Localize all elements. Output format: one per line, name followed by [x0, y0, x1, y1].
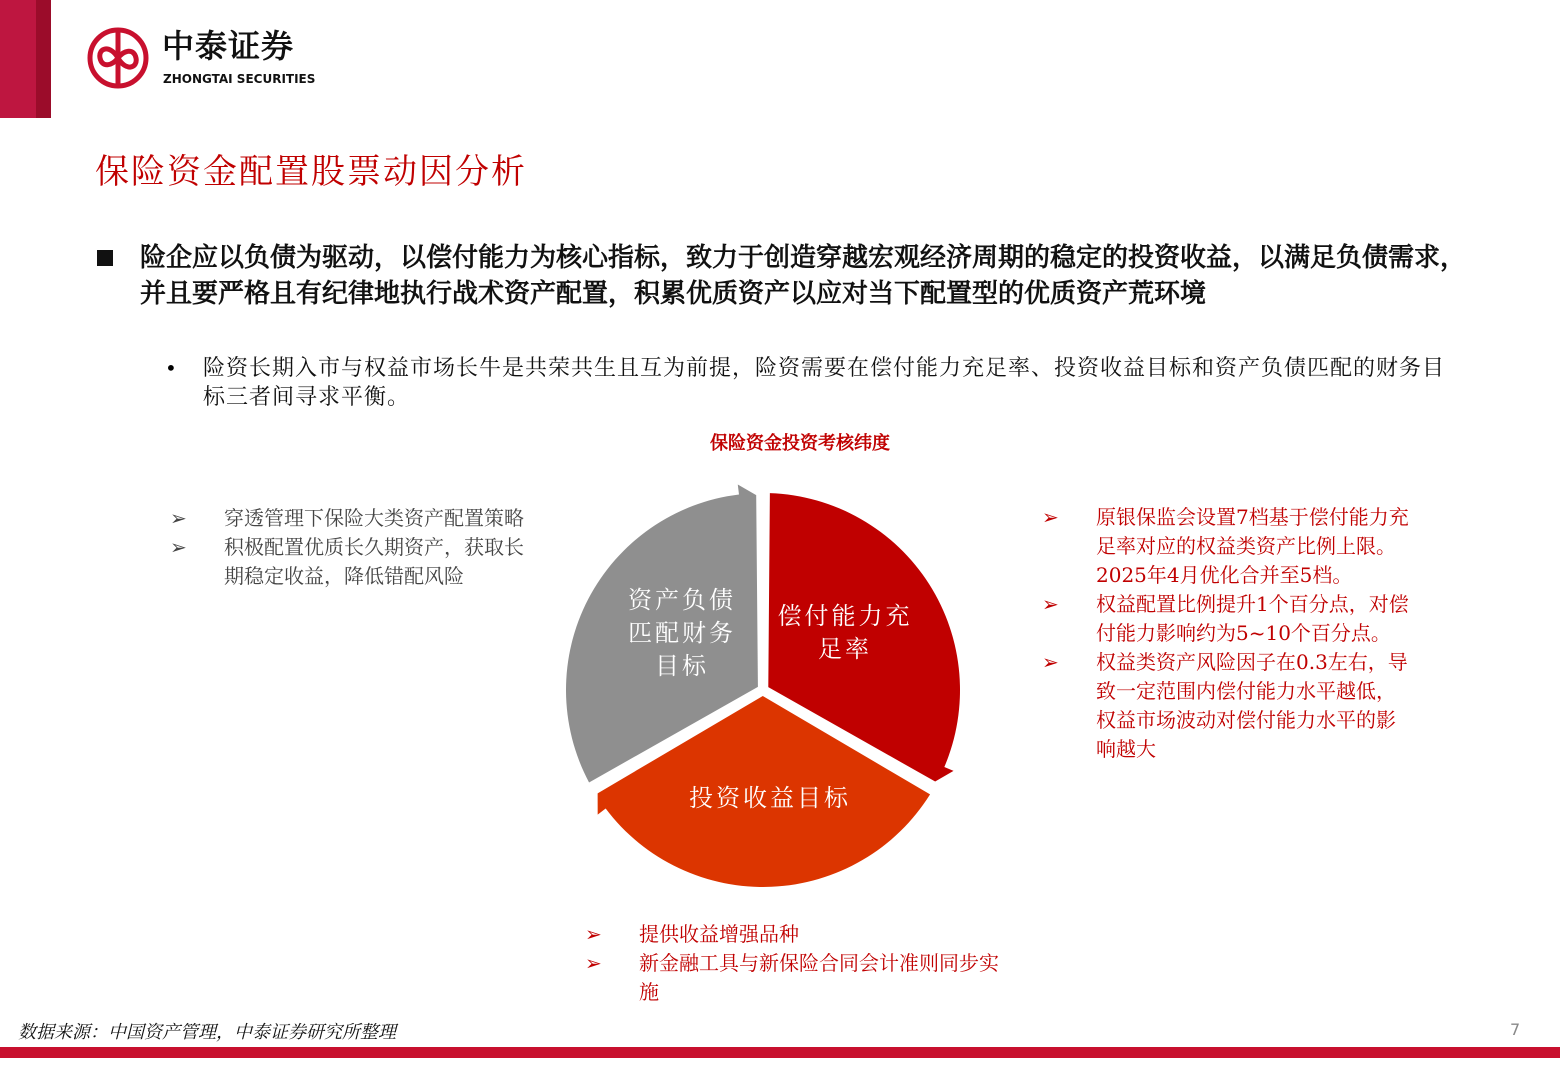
note-text: 权益配置比例提升1个百分点，对偿付能力影响约为5~10个百分点。: [1096, 592, 1409, 645]
arrow-bullet-icon: ➢: [170, 506, 187, 530]
arrow-bullet-icon: ➢: [1042, 505, 1059, 529]
arrow-bullet-icon: ➢: [585, 922, 602, 946]
list-item: [170, 533, 540, 591]
note-text: 新金融工具与新保险合同会计准则同步实施: [639, 951, 999, 1004]
dot-bullet-icon: •: [165, 356, 177, 380]
segment-alm-label: 资产负债匹配财务目标: [628, 586, 736, 680]
left-notes: [170, 504, 540, 591]
note-text: 穿透管理下保险大类资产配置策略: [224, 506, 524, 530]
footer-bar: [0, 1047, 1560, 1058]
arrow-bullet-icon: ➢: [1042, 650, 1059, 674]
arrow-bullet-icon: ➢: [170, 535, 187, 559]
list-item: [170, 504, 540, 533]
note-text: 权益类资产风险因子在0.3左右，导致一定范围内偿付能力水平越低，权益市场波动对偿付能力水平的影响越大: [1096, 650, 1408, 761]
sub-point: 险资长期入市与权益市场长牛是共荣共生且互为前提，险资需要在偿付能力充足率、投资收益目标和资产负债匹配的财务目标三者间寻求平衡。: [203, 356, 1446, 410]
right-notes: [1042, 503, 1412, 764]
list-item: [1042, 590, 1412, 648]
arrow-bullet-icon: ➢: [1042, 592, 1059, 616]
note-text: 提供收益增强品种: [639, 922, 799, 946]
main-point: 险企应以负债为驱动，以偿付能力为核心指标，致力于创造穿越宏观经济周期的稳定的投资收益，以满足负债需求，并且要严格且有纪律地执行战术资产配置，积累优质资产以应对当下配置型的优质资产荒环境: [140, 243, 1467, 309]
note-text: 积极配置优质长久期资产，获取长期稳定收益，降低错配风险: [224, 535, 524, 588]
segment-investment-label: 投资收益目标: [689, 784, 851, 812]
arrow-bullet-icon: ➢: [585, 951, 602, 975]
list-item: [585, 920, 1005, 949]
list-item: [1042, 648, 1412, 764]
logo-text: 中泰证券: [162, 27, 295, 65]
page-number: 7: [1510, 1020, 1521, 1039]
segment-solvency-label: 偿付能力充足率: [777, 602, 913, 663]
logo-subtext: ZHONGTAI SECURITIES: [163, 72, 316, 86]
bottom-notes: [585, 920, 1005, 1007]
source-note: 数据来源：中国资产管理，中泰证券研究所整理: [18, 1022, 396, 1043]
list-item: [1042, 503, 1412, 590]
list-item: [585, 949, 1005, 1007]
note-text: 原银保监会设置7档基于偿付能力充足率对应的权益类资产比例上限。2025年4月优化合并至5档。: [1096, 505, 1409, 587]
diagram-title: 保险资金投资考核纬度: [710, 433, 890, 454]
page-title: 保险资金配置股票动因分析: [95, 152, 527, 192]
